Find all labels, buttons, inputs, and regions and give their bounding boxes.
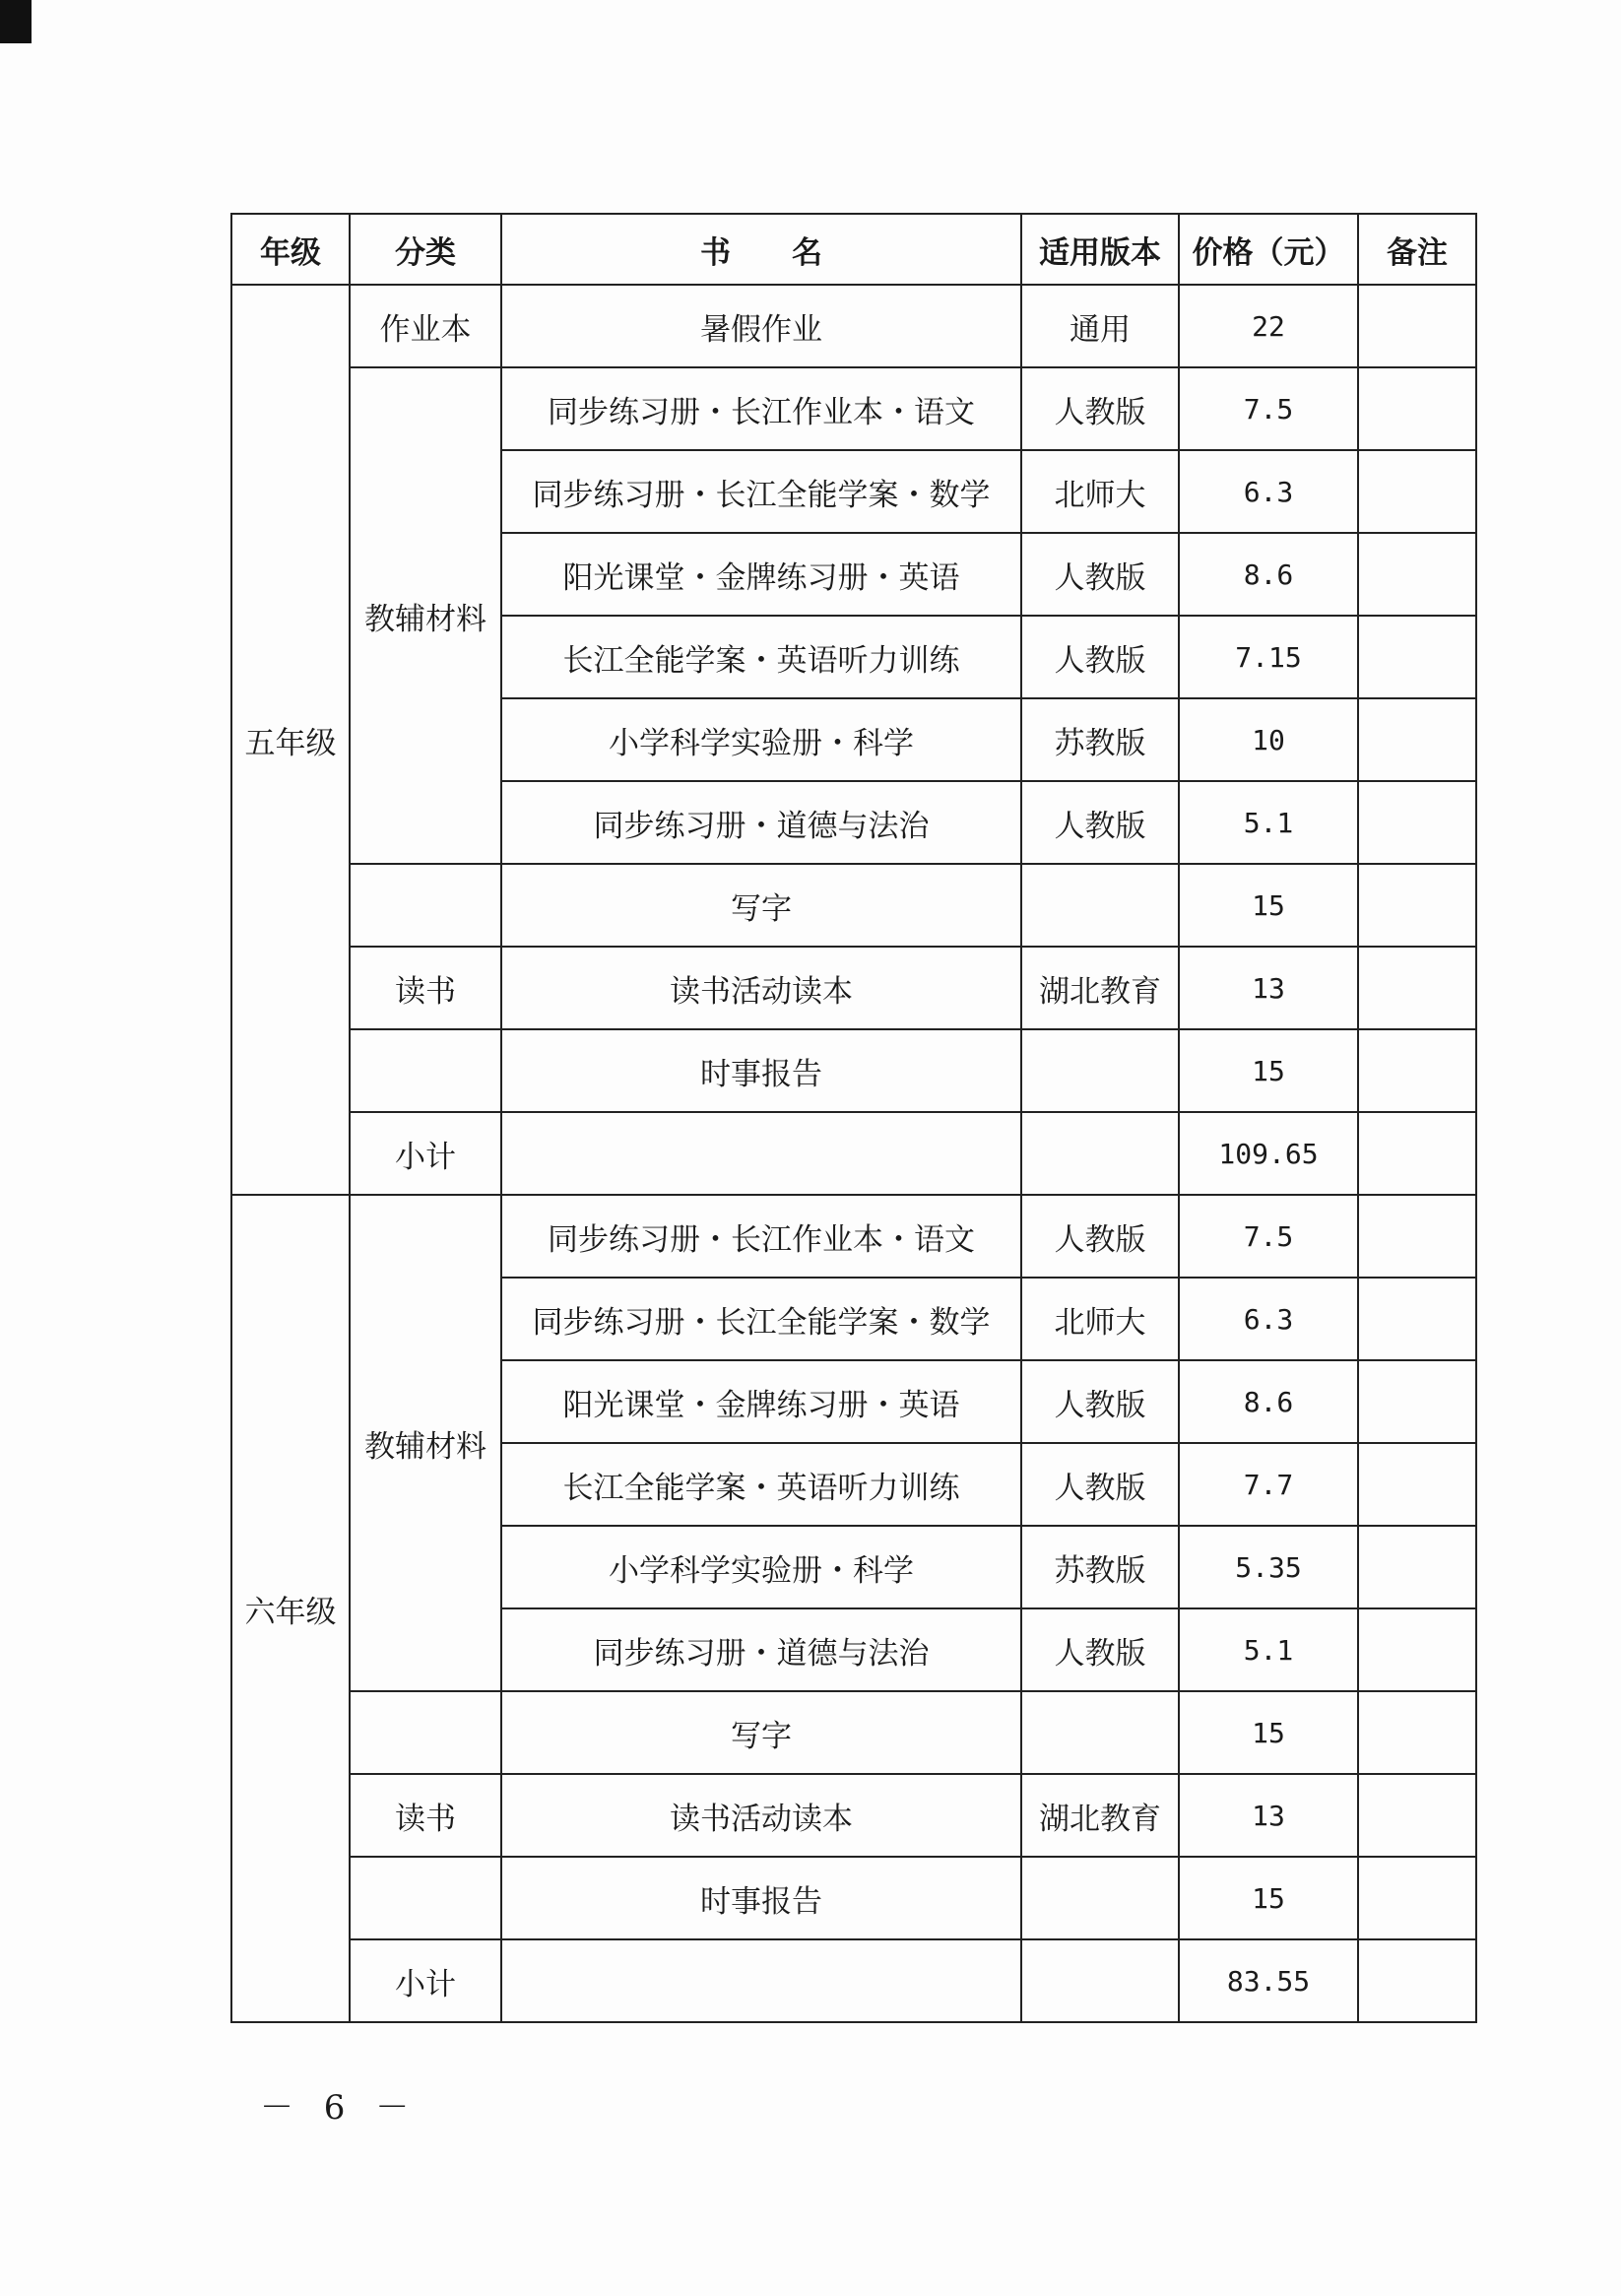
edition-cell: 人教版 xyxy=(1021,533,1179,616)
edition-cell xyxy=(1021,1691,1179,1774)
note-cell xyxy=(1358,1360,1476,1443)
note-cell xyxy=(1358,1195,1476,1278)
edition-cell: 人教版 xyxy=(1021,616,1179,698)
price-cell: 5.35 xyxy=(1179,1526,1358,1608)
title-cell: 长江全能学案・英语听力训练 xyxy=(501,616,1021,698)
note-cell xyxy=(1358,698,1476,781)
note-cell xyxy=(1358,450,1476,533)
header-title: 书 名 xyxy=(501,214,1021,285)
scan-mark xyxy=(0,0,32,43)
price-cell: 8.6 xyxy=(1179,1360,1358,1443)
header-edition: 适用版本 xyxy=(1021,214,1179,285)
header-note: 备注 xyxy=(1358,214,1476,285)
category-cell: 教辅材料 xyxy=(350,1195,501,1691)
price-cell: 7.5 xyxy=(1179,367,1358,450)
table-row xyxy=(231,1029,1476,1112)
title-cell: 同步练习册・道德与法治 xyxy=(501,781,1021,864)
header-row xyxy=(231,214,1476,285)
note-cell xyxy=(1358,781,1476,864)
title-cell: 时事报告 xyxy=(501,1029,1021,1112)
title-cell: 小学科学实验册・科学 xyxy=(501,1526,1021,1608)
title-cell: 写字 xyxy=(501,1691,1021,1774)
category-cell xyxy=(350,1857,501,1939)
edition-cell xyxy=(1021,1857,1179,1939)
price-cell: 15 xyxy=(1179,864,1358,947)
edition-cell: 人教版 xyxy=(1021,1608,1179,1691)
title-cell: 写字 xyxy=(501,864,1021,947)
note-cell xyxy=(1358,864,1476,947)
title-cell: 长江全能学案・英语听力训练 xyxy=(501,1443,1021,1526)
title-cell xyxy=(501,1112,1021,1195)
price-cell: 10 xyxy=(1179,698,1358,781)
price-cell: 6.3 xyxy=(1179,1278,1358,1360)
price-cell: 15 xyxy=(1179,1691,1358,1774)
edition-cell: 人教版 xyxy=(1021,1195,1179,1278)
edition-cell xyxy=(1021,1939,1179,2022)
grade-cell: 六年级 xyxy=(231,1195,350,2022)
header-category: 分类 xyxy=(350,214,501,285)
price-cell: 15 xyxy=(1179,1029,1358,1112)
subtotal-label: 小计 xyxy=(350,1112,501,1195)
price-cell: 8.6 xyxy=(1179,533,1358,616)
grade-cell: 五年级 xyxy=(231,285,350,1195)
note-cell xyxy=(1358,533,1476,616)
title-cell xyxy=(501,1939,1021,2022)
note-cell xyxy=(1358,1443,1476,1526)
subtotal-value: 109.65 xyxy=(1179,1112,1358,1195)
note-cell xyxy=(1358,947,1476,1029)
table-row xyxy=(231,1691,1476,1774)
note-cell xyxy=(1358,367,1476,450)
title-cell: 同步练习册・长江全能学案・数学 xyxy=(501,1278,1021,1360)
price-cell: 5.1 xyxy=(1179,781,1358,864)
price-cell: 6.3 xyxy=(1179,450,1358,533)
table-row xyxy=(231,1195,1476,1278)
price-cell: 22 xyxy=(1179,285,1358,367)
note-cell xyxy=(1358,1774,1476,1857)
title-cell: 小学科学实验册・科学 xyxy=(501,698,1021,781)
edition-cell xyxy=(1021,1029,1179,1112)
title-cell: 同步练习册・长江全能学案・数学 xyxy=(501,450,1021,533)
header-grade: 年级 xyxy=(231,214,350,285)
price-cell: 7.7 xyxy=(1179,1443,1358,1526)
title-cell: 暑假作业 xyxy=(501,285,1021,367)
title-cell: 同步练习册・长江作业本・语文 xyxy=(501,367,1021,450)
category-cell: 教辅材料 xyxy=(350,367,501,864)
title-cell: 同步练习册・长江作业本・语文 xyxy=(501,1195,1021,1278)
table-row xyxy=(231,367,1476,450)
note-cell xyxy=(1358,1608,1476,1691)
subtotal-label: 小计 xyxy=(350,1939,501,2022)
price-cell: 7.5 xyxy=(1179,1195,1358,1278)
price-cell: 15 xyxy=(1179,1857,1358,1939)
category-cell xyxy=(350,1691,501,1774)
table-row xyxy=(231,285,1476,367)
subtotal-row xyxy=(231,1112,1476,1195)
title-cell: 时事报告 xyxy=(501,1857,1021,1939)
note-cell xyxy=(1358,1939,1476,2022)
title-cell: 读书活动读本 xyxy=(501,947,1021,1029)
title-cell: 读书活动读本 xyxy=(501,1774,1021,1857)
note-cell xyxy=(1358,1526,1476,1608)
edition-cell: 人教版 xyxy=(1021,367,1179,450)
category-cell xyxy=(350,1029,501,1112)
price-cell: 13 xyxy=(1179,1774,1358,1857)
title-cell: 阳光课堂・金牌练习册・英语 xyxy=(501,533,1021,616)
note-cell xyxy=(1358,1857,1476,1939)
edition-cell: 人教版 xyxy=(1021,1443,1179,1526)
edition-cell: 北师大 xyxy=(1021,1278,1179,1360)
price-cell: 5.1 xyxy=(1179,1608,1358,1691)
title-cell: 阳光课堂・金牌练习册・英语 xyxy=(501,1360,1021,1443)
note-cell xyxy=(1358,1112,1476,1195)
edition-cell xyxy=(1021,1112,1179,1195)
note-cell xyxy=(1358,285,1476,367)
edition-cell: 湖北教育 xyxy=(1021,947,1179,1029)
category-cell xyxy=(350,864,501,947)
category-cell: 读书 xyxy=(350,1774,501,1857)
category-cell: 作业本 xyxy=(350,285,501,367)
subtotal-row xyxy=(231,1939,1476,2022)
table-row xyxy=(231,1774,1476,1857)
edition-cell: 苏教版 xyxy=(1021,1526,1179,1608)
price-cell: 13 xyxy=(1179,947,1358,1029)
price-cell: 7.15 xyxy=(1179,616,1358,698)
price-table xyxy=(230,213,1477,2023)
edition-cell xyxy=(1021,864,1179,947)
edition-cell: 湖北教育 xyxy=(1021,1774,1179,1857)
subtotal-value: 83.55 xyxy=(1179,1939,1358,2022)
edition-cell: 苏教版 xyxy=(1021,698,1179,781)
table-row xyxy=(231,947,1476,1029)
table-row xyxy=(231,864,1476,947)
category-cell: 读书 xyxy=(350,947,501,1029)
note-cell xyxy=(1358,1278,1476,1360)
edition-cell: 人教版 xyxy=(1021,781,1179,864)
edition-cell: 人教版 xyxy=(1021,1360,1179,1443)
edition-cell: 北师大 xyxy=(1021,450,1179,533)
title-cell: 同步练习册・道德与法治 xyxy=(501,1608,1021,1691)
note-cell xyxy=(1358,1029,1476,1112)
edition-cell: 通用 xyxy=(1021,285,1179,367)
note-cell xyxy=(1358,616,1476,698)
page-number: － 6 － xyxy=(260,2088,420,2128)
note-cell xyxy=(1358,1691,1476,1774)
table-row xyxy=(231,1857,1476,1939)
header-price: 价格（元） xyxy=(1179,214,1358,285)
